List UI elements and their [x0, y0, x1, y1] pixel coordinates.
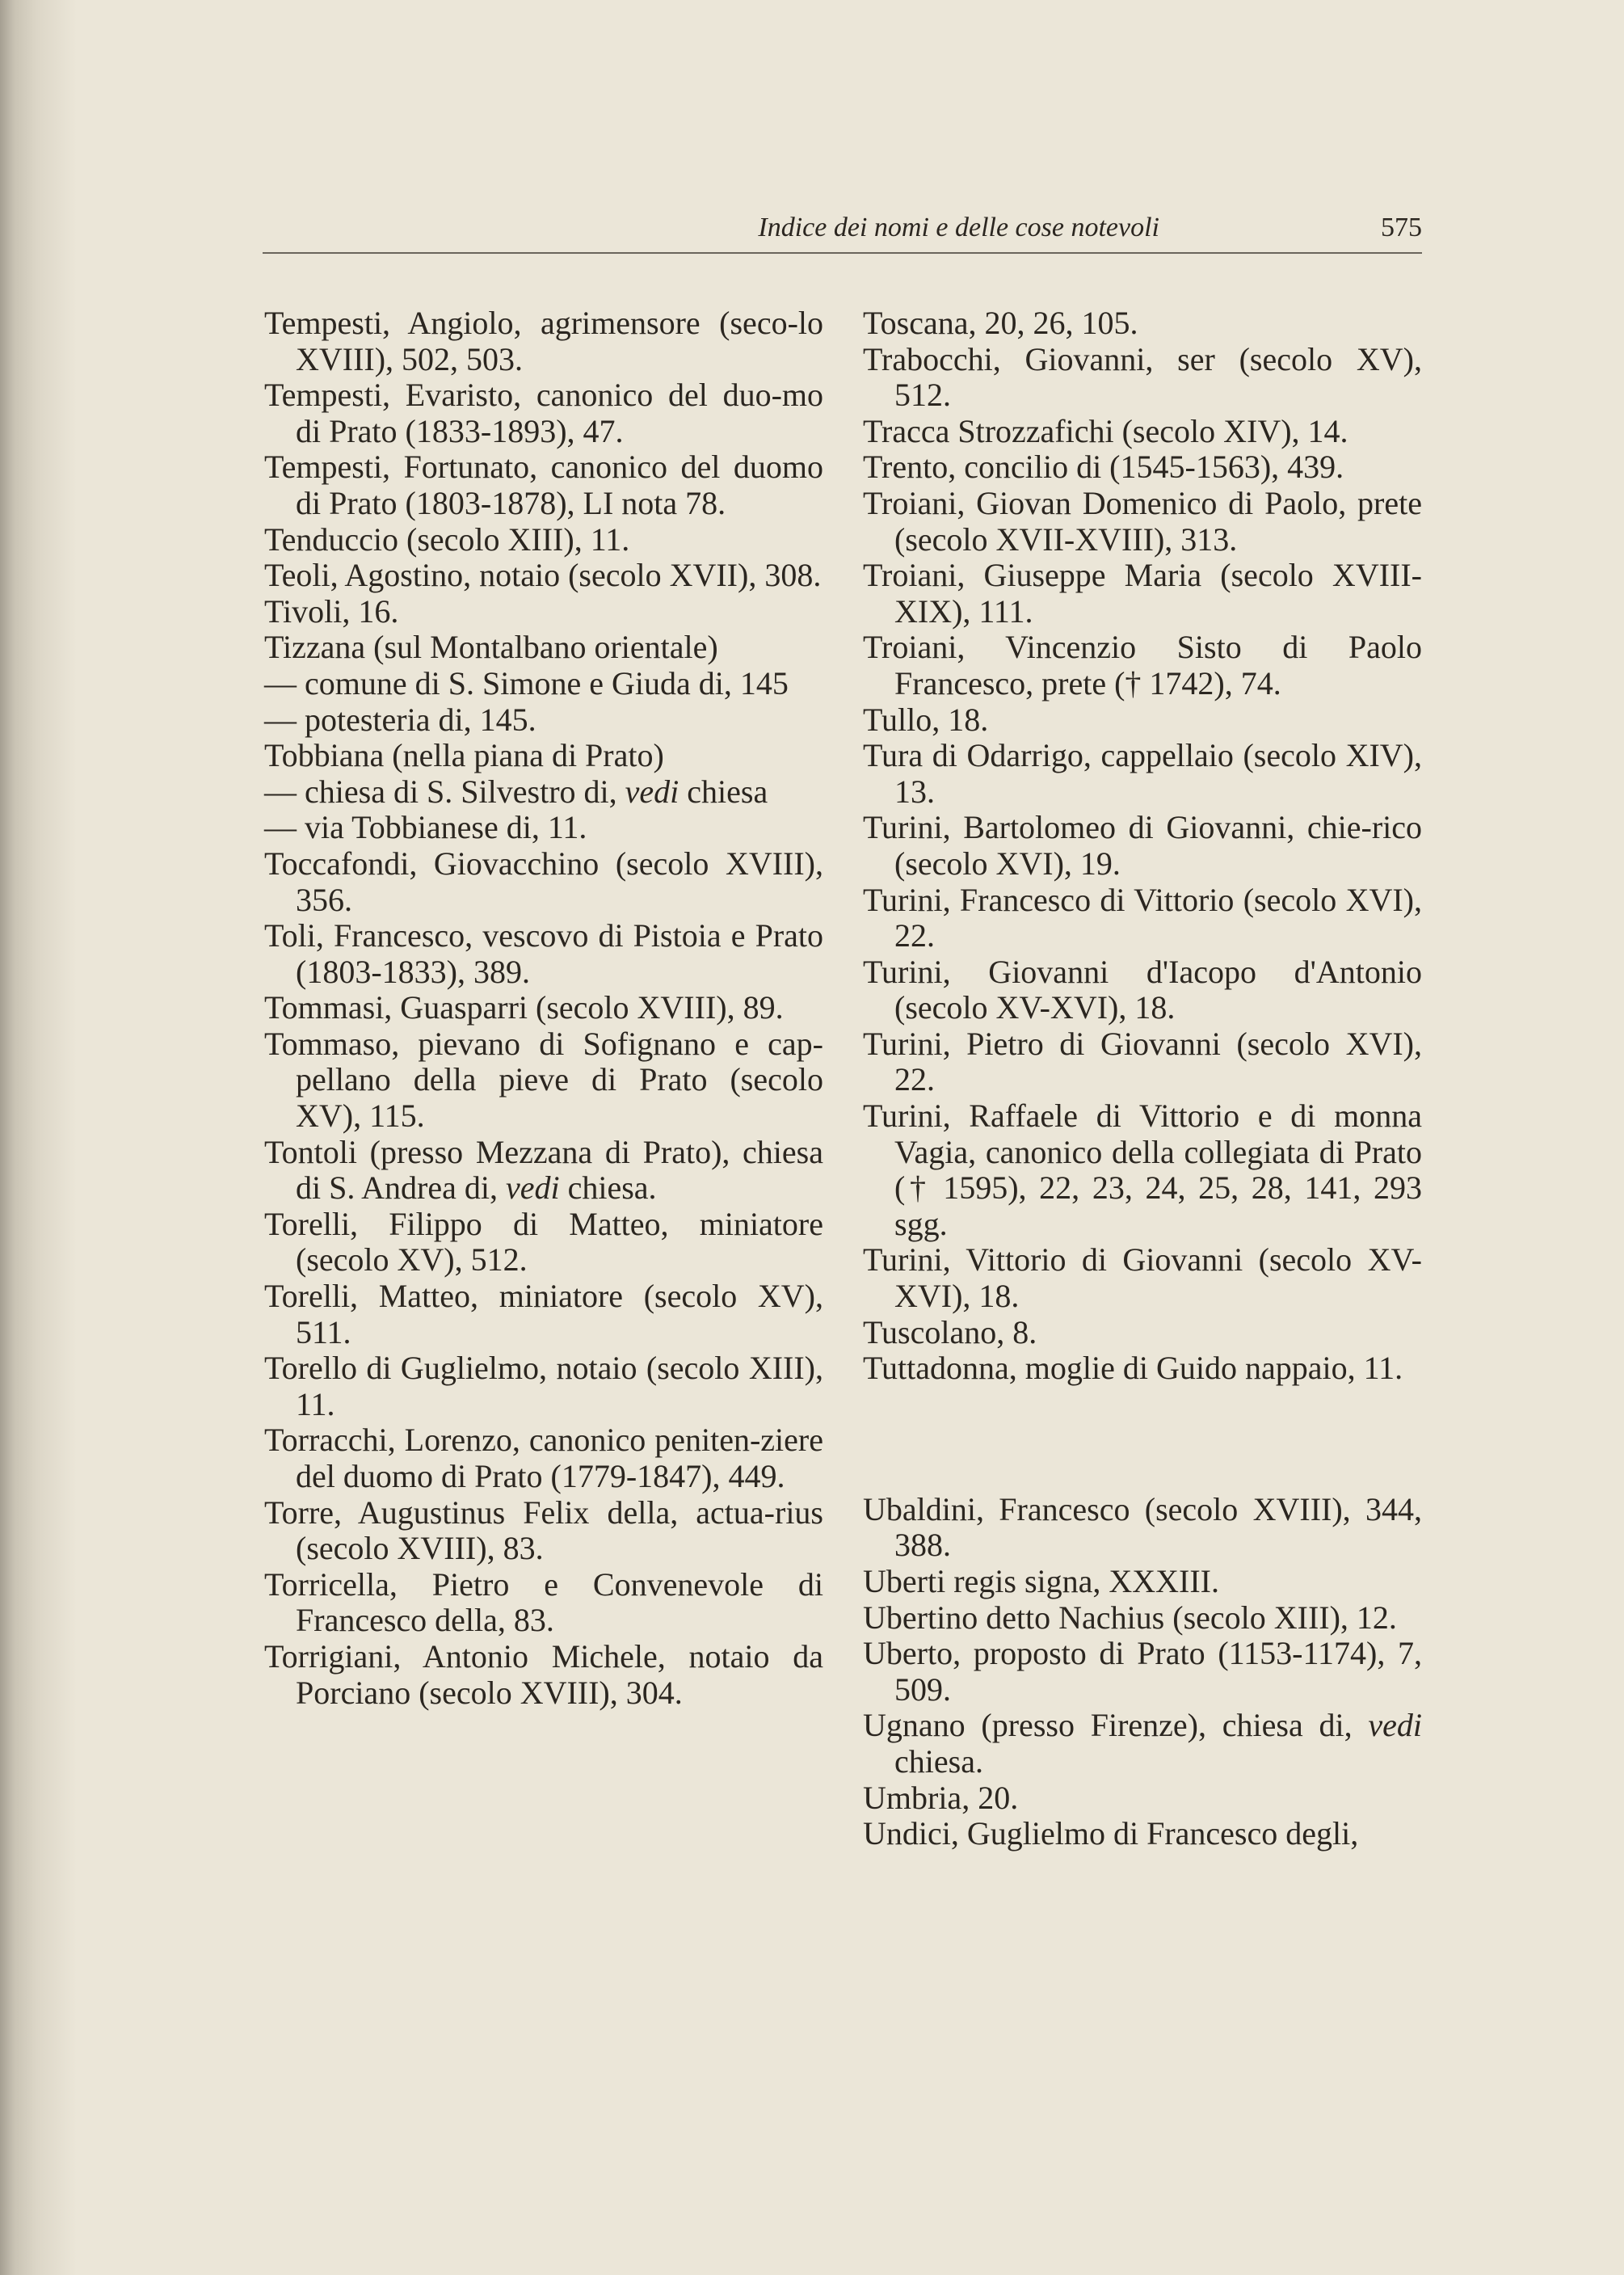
index-entry — [863, 1242, 1422, 1314]
entry-text: Uberti regis signa, XXXIII. — [863, 1563, 1219, 1599]
index-entry — [264, 1026, 823, 1135]
entry-text: Umbria, 20. — [863, 1779, 1019, 1816]
entry-text: Uberto, proposto di Prato (1153-1174), 7, 509. — [863, 1635, 1422, 1708]
entry-text: Turini, Raffaele di Vittorio e di monna Vagia, canonico della collegiata di Prato († 1595), 22, 23, 24, 25, 28, 141, 293 sgg. — [863, 1097, 1422, 1242]
entry-text: Teoli, Agostino, notaio (secolo XVII), 308. — [264, 557, 822, 594]
entry-text: Torelli, Matteo, miniatore (secolo XV), 511. — [264, 1278, 823, 1350]
entry-text: chiesa — [679, 773, 768, 810]
entry-text: Tizzana (sul Montalbano orientale) — [264, 629, 718, 666]
entry-text: chiesa. — [894, 1742, 983, 1780]
entry-text: Torricella, Pietro e Convenevole di Francesco della, 83. — [264, 1565, 823, 1639]
entry-text: Tracca Strozzafichi (secolo XIV), 14. — [863, 412, 1348, 449]
index-entry — [264, 1207, 823, 1279]
index-entry — [863, 1315, 1422, 1351]
entry-text: Ubertino detto Nachius (secolo XIII), 12. — [863, 1599, 1397, 1636]
index-entry — [863, 1492, 1422, 1564]
index-entry — [863, 305, 1422, 342]
entry-text: Turini, Giovanni d'Iacopo d'Antonio (secolo XV-XVI), 18. — [863, 953, 1422, 1026]
page-number: 575 — [1381, 213, 1422, 242]
index-entry — [264, 449, 823, 521]
index-entry — [863, 342, 1422, 414]
index-entry — [264, 1567, 823, 1639]
entry-text: Toscana, 20, 26, 105. — [863, 305, 1138, 341]
index-entry — [863, 558, 1422, 630]
index-entry — [264, 522, 823, 558]
index-entry — [264, 1495, 823, 1567]
index-entry — [264, 594, 823, 630]
index-entry — [863, 449, 1422, 486]
index-entry — [863, 883, 1422, 954]
entry-text: Ugnano (presso Firenze), chiesa di, — [863, 1707, 1369, 1744]
entry-text: Torrigiani, Antonio Michele, notaio da Porciano (secolo XVIII), 304. — [264, 1637, 823, 1711]
index-entry — [264, 846, 823, 918]
cross-reference: vedi — [625, 773, 679, 810]
entry-text: Undici, Guglielmo di Francesco degli, — [863, 1815, 1359, 1852]
entry-text: Tempesti, Evaristo, canonico del duo-mo di Prato (1833-1893), 47. — [264, 377, 823, 449]
index-entry — [264, 918, 823, 990]
index-entry — [264, 1279, 823, 1350]
index-entry — [264, 990, 823, 1026]
index-entry — [264, 377, 823, 449]
entry-text: Turini, Vittorio di Giovanni (secolo XV-XVI), 18. — [863, 1241, 1422, 1315]
entry-text: Troiani, Vincenzio Sisto di Paolo Francesco, prete († 1742), 74. — [863, 629, 1422, 701]
entry-text: Tullo, 18. — [863, 701, 989, 738]
index-entry — [863, 1636, 1422, 1708]
entry-text: Tobbiana (nella piana di Prato) — [264, 737, 664, 774]
entry-text: Tivoli, 16. — [264, 592, 399, 630]
index-entry — [863, 738, 1422, 810]
index-subentry — [264, 810, 823, 846]
index-entry — [264, 630, 823, 666]
index-subentry — [264, 774, 823, 811]
index-subentry — [264, 702, 823, 739]
entry-text: Toccafondi, Giovacchino (secolo XVIII), 356. — [264, 845, 823, 918]
entry-text: Tempesti, Fortunato, canonico del duomo di Prato (1803-1878), LI nota 78. — [264, 449, 823, 521]
entry-text: Tuscolano, 8. — [863, 1313, 1037, 1350]
index-entry — [863, 1026, 1422, 1098]
index-entry — [863, 1350, 1422, 1387]
index-entry — [863, 1564, 1422, 1600]
running-head — [263, 212, 1422, 254]
entry-text: Torre, Augustinus Felix della, actua-rius (secolo XVIII), 83. — [264, 1493, 823, 1567]
entry-text: Tempesti, Angiolo, agrimensore (seco-lo XVIII), 502, 503. — [264, 305, 823, 377]
entry-text: Torelli, Filippo di Matteo, miniatore (secolo XV), 512. — [264, 1205, 823, 1279]
cross-reference: vedi — [1368, 1707, 1422, 1744]
entry-text: Trento, concilio di (1545-1563), 439. — [863, 449, 1344, 486]
entry-text: Torello di Guglielmo, notaio (secolo XIII), 11. — [264, 1350, 823, 1422]
index-entry — [264, 1350, 823, 1422]
entry-text: Turini, Bartolomeo di Giovanni, chie-rico (secolo XVI), 19. — [863, 809, 1422, 882]
index-entry — [863, 1600, 1422, 1637]
entry-text: Turini, Pietro di Giovanni (secolo XVI), 22. — [863, 1025, 1422, 1098]
index-entry — [863, 1708, 1422, 1780]
index-subentry — [264, 666, 823, 702]
page-gutter-shadow — [0, 0, 77, 2275]
running-head-title: Indice dei nomi e delle cose notevoli — [758, 213, 1159, 242]
index-entry — [264, 738, 823, 774]
entry-text: Troiani, Giovan Domenico di Paolo, prete (secolo XVII-XVIII), 313. — [863, 484, 1422, 558]
entry-text: Trabocchi, Giovanni, ser (secolo XV), 512. — [863, 340, 1422, 414]
entry-text: — potesteria di, 145. — [264, 701, 536, 738]
cross-reference: vedi — [505, 1169, 560, 1207]
index-entry — [863, 486, 1422, 558]
entry-text: Tuttadonna, moglie di Guido nappaio, 11. — [863, 1350, 1403, 1387]
index-entry — [863, 702, 1422, 739]
index-column-right — [863, 305, 1422, 1852]
index-entry — [863, 630, 1422, 701]
index-entry — [264, 558, 823, 594]
entry-text: Tommaso, pievano di Sofignano e cap-pellano della pieve di Prato (secolo XV), 115. — [264, 1025, 823, 1135]
entry-text: Tenduccio (secolo XIII), 11. — [264, 520, 630, 558]
index-entry — [863, 1098, 1422, 1242]
entry-text: Tontoli (presso Mezzana di Prato), chiesa di S. Andrea di, — [264, 1133, 823, 1207]
index-entry — [264, 305, 823, 377]
index-entry — [863, 414, 1422, 450]
index-column-left — [264, 305, 823, 1711]
entry-text: — via Tobbianese di, 11. — [264, 809, 587, 846]
index-entry — [264, 1135, 823, 1207]
entry-text: chiesa. — [559, 1169, 657, 1207]
entry-text: Toli, Francesco, vescovo di Pistoia e Prato (1803-1833), 389. — [264, 917, 823, 990]
index-entry — [264, 1422, 823, 1494]
index-entry — [264, 1639, 823, 1711]
index-entry — [863, 1816, 1422, 1852]
entry-text: — comune di S. Simone e Giuda di, 145 — [264, 664, 789, 701]
entry-text: Ubaldini, Francesco (secolo XVIII), 344, 388. — [863, 1490, 1422, 1564]
entry-text: Torracchi, Lorenzo, canonico peniten-ziere del duomo di Prato (1779-1847), 449. — [264, 1422, 823, 1494]
entry-text: — chiesa di S. Silvestro di, — [264, 773, 625, 810]
index-entry — [863, 810, 1422, 882]
entry-text: Tommasi, Guasparri (secolo XVIII), 89. — [264, 989, 784, 1026]
index-entry — [863, 1780, 1422, 1817]
entry-text: Tura di Odarrigo, cappellaio (secolo XIV), 13. — [863, 737, 1422, 810]
index-entry — [863, 954, 1422, 1026]
entry-text: Turini, Francesco di Vittorio (secolo XVI), 22. — [863, 881, 1422, 954]
entry-text: Troiani, Giuseppe Maria (secolo XVIII-XIX), 111. — [863, 557, 1422, 630]
letter-section-gap — [863, 1387, 1422, 1492]
